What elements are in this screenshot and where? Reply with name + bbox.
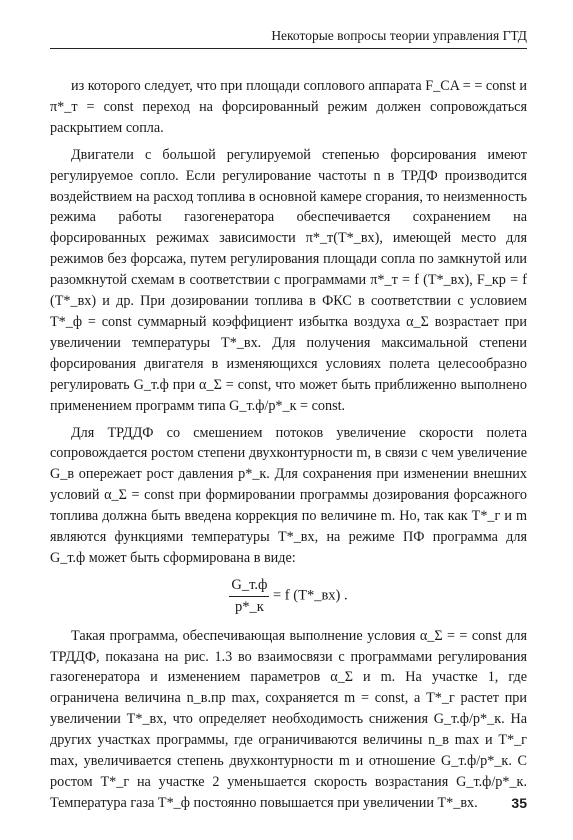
formula-rhs: = f (T*_вх) . [273,587,348,604]
display-formula [50,575,527,618]
paragraph-1: из которого следует, что при площади соплового аппарата F_CA = = const и π*_т = const переход на форсированный режим должен сопровождаться раскрытием сопла. [50,78,527,136]
formula-numerator: G_т.ф [229,575,269,597]
paragraph-4: Такая программа, обеспечивающая выполнение условия α_Σ = = const для ТРДДФ, показана на рис. 1.3 во взаимосвязи с программами регулирования газогенератора и изменением параметров α_Σ и m. На участке 1, где ограничена величина n_в.пр max, сохраняется m = const, а T*_г растет при увеличении T*_вх, что определяет необходимость снижения G_т.ф/p*_к. На других участках программы, где ограничиваются величины n_в max и T*_г max, увеличивается степень двухконтурности m и отношение G_т.ф/p*_к. С ростом T*_г на участке 2 уменьшается скорость возрастания G_т.ф/p*_к. Температура газа T*_ф постоянно повышается при увеличении T*_вх. [50,627,527,811]
page-number: 35 [511,795,527,811]
running-title: Некоторые вопросы теории управления ГТД [271,28,527,43]
body-text [50,76,527,814]
formula-denominator: p*_к [234,598,264,615]
running-header [50,26,527,49]
paragraph-3: Для ТРДДФ со смешением потоков увеличение скорости полета сопровождается ростом степени двухконтурности m, в связи с чем увеличение G_в опережает рост давления p*_к. Для сохранения при изменении внешних условий α_Σ = const при формировании программы дозирования форсажного топлива должна быть введена коррекция по величине m. Но, так как T*_г и m являются функциями температуры T*_вх, на режиме ПФ программа для G_т.ф может быть сформирована в виде: [50,424,527,566]
paragraph-2: Двигатели с большой регулируемой степенью форсирования имеют регулируемое сопло. Если регулирование частоты n в ТРДФ производится воздействием на расход топлива в основной камере сгорания, то неизменность режима работы газогенератора обеспечивается сохранением на форсированных режимах зависимости π*_т(T*_вх), имеющей место для режимов без форсажа, путем регулирования площади сопла по замкнутой или разомкнутой схемам в соответствии с программами π*_т = f (T*_вх), F_кр = f (T*_вх) и др. При дозировании топлива в ФКС в соответствии с условием T*_ф = const суммарный коэффициент избытка воздуха α_Σ возрастает при увеличении температуры T*_вх. Для получения максимальной степени форсирования двигателя в изменяющихся условиях полета целесообразно регулировать G_т.ф при α_Σ = const, что может быть приближенно выполнено применением программ типа G_т.ф/p*_к = const. [50,146,527,414]
formula-fraction [229,575,269,618]
